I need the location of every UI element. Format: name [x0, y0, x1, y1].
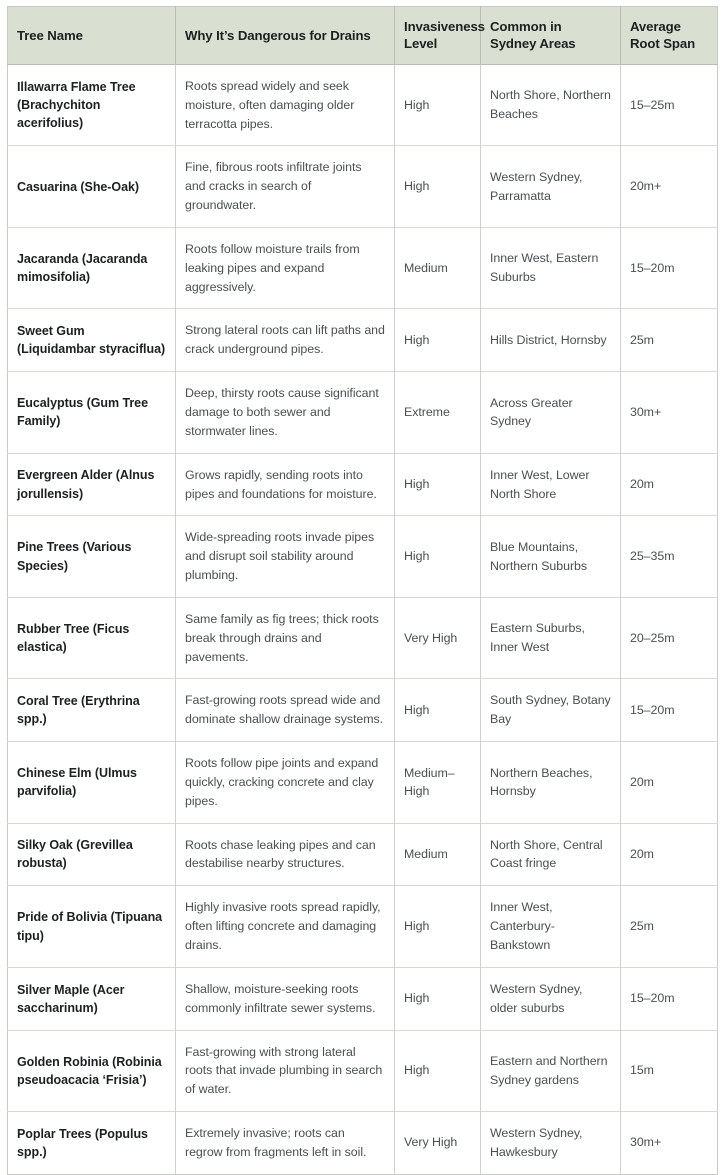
- table-row: [8, 516, 718, 598]
- column-header-danger: Why It’s Dangerous for Drains: [176, 7, 395, 65]
- cell-root-span: 15–20m: [621, 679, 718, 742]
- cell-root-span: 15m: [621, 1030, 718, 1112]
- table-row: [8, 309, 718, 372]
- cell-invasiveness-level: High: [395, 64, 481, 146]
- cell-danger-description: Fast-growing with strong lateral roots that invade plumbing in search of water.: [176, 1030, 395, 1112]
- table-body: [8, 64, 718, 1174]
- cell-tree-name: Pride of Bolivia (Tipuana tipu): [8, 886, 176, 968]
- cell-danger-description: Fast-growing roots spread wide and dominate shallow drainage systems.: [176, 679, 395, 742]
- cell-danger-description: Grows rapidly, sending roots into pipes and foundations for moisture.: [176, 453, 395, 516]
- cell-invasiveness-level: High: [395, 1030, 481, 1112]
- cell-root-span: 20m+: [621, 146, 718, 228]
- cell-invasiveness-level: High: [395, 679, 481, 742]
- cell-invasiveness-level: Medium: [395, 823, 481, 886]
- cell-root-span: 15–25m: [630, 97, 675, 112]
- cell-tree-name: Poplar Trees (Populus spp.): [8, 1112, 176, 1175]
- header-row: [8, 7, 718, 65]
- cell-invasiveness-level: High: [395, 967, 481, 1030]
- cell-sydney-areas: South Sydney, Botany Bay: [481, 679, 621, 742]
- cell-sydney-areas: Across Greater Sydney: [481, 372, 621, 454]
- cell-root-span: 25m: [621, 886, 718, 968]
- table-row: [8, 679, 718, 742]
- table-row: [8, 1112, 718, 1175]
- tree-drain-risk-table: [7, 6, 718, 1175]
- column-header-root-span: Average Root Span: [621, 7, 718, 65]
- cell-root-span: 30m+: [621, 1112, 718, 1175]
- cell-danger-description: Roots spread widely and seek moisture, often damaging older terracotta pipes.: [176, 64, 395, 146]
- table-header: [8, 7, 718, 65]
- cell-danger-description: Roots follow pipe joints and expand quickly, cracking concrete and clay pipes.: [176, 742, 395, 824]
- cell-sydney-areas: North Shore, Central Coast fringe: [481, 823, 621, 886]
- table-row: [8, 372, 718, 454]
- cell-sydney-areas: Inner West, Canterbury-Bankstown: [481, 886, 621, 968]
- cell-root-span: 20m: [621, 742, 718, 824]
- column-header-tree-name: Tree Name: [8, 7, 176, 65]
- cell-tree-name: Jacaranda (Jacaranda mimosifolia): [8, 227, 176, 309]
- table-row: [8, 1030, 718, 1112]
- cell-tree-name: Pine Trees (Various Species): [8, 516, 176, 598]
- cell-sydney-areas: Eastern and Northern Sydney gardens: [481, 1030, 621, 1112]
- cell-root-span: 20m: [621, 453, 718, 516]
- cell-tree-name: Illawarra Flame Tree (Brachychiton acerifolius): [8, 64, 176, 146]
- cell-invasiveness-level: Medium: [395, 227, 481, 309]
- table-row: [8, 146, 718, 228]
- cell-sydney-areas: Hills District, Hornsby: [481, 309, 621, 372]
- cell-tree-name: Casuarina (She-Oak): [8, 146, 176, 228]
- cell-danger-description: Wide-spreading roots invade pipes and disrupt soil stability around plumbing.: [176, 516, 395, 598]
- column-header-areas: Common in Sydney Areas: [481, 7, 621, 65]
- cell-sydney-areas: Western Sydney, Parramatta: [481, 146, 621, 228]
- cell-tree-name: Coral Tree (Erythrina spp.): [8, 679, 176, 742]
- cell-sydney-areas: Inner West, Eastern Suburbs: [481, 227, 621, 309]
- cell-danger-description: Roots follow moisture trails from leaking pipes and expand aggressively.: [176, 227, 395, 309]
- cell-root-span: 20–25m: [621, 597, 718, 679]
- table-row: [8, 967, 718, 1030]
- column-header-invasiveness: Invasiveness Level: [395, 7, 481, 65]
- cell-sydney-areas: Eastern Suburbs, Inner West: [481, 597, 621, 679]
- cell-danger-description: Same family as fig trees; thick roots break through drains and pavements.: [176, 597, 395, 679]
- table-row: [8, 64, 718, 146]
- cell-root-span: 25m: [621, 309, 718, 372]
- cell-root-span: 15–20m: [621, 967, 718, 1030]
- table-row: [8, 886, 718, 968]
- cell-root-span: 15–20m: [621, 227, 718, 309]
- cell-sydney-areas: Inner West, Lower North Shore: [481, 453, 621, 516]
- cell-invasiveness-level: High: [395, 886, 481, 968]
- cell-invasiveness-level: High: [395, 309, 481, 372]
- cell-danger-description: Fine, fibrous roots infiltrate joints and cracks in search of groundwater.: [176, 146, 395, 228]
- cell-invasiveness-level: High: [395, 516, 481, 598]
- cell-danger-description: Highly invasive roots spread rapidly, often lifting concrete and damaging drains.: [176, 886, 395, 968]
- cell-sydney-areas: Western Sydney, older suburbs: [481, 967, 621, 1030]
- cell-tree-name: Sweet Gum (Liquidambar styraciflua): [8, 309, 176, 372]
- cell-tree-name: Rubber Tree (Ficus elastica): [8, 597, 176, 679]
- cell-tree-name: Chinese Elm (Ulmus parvifolia): [8, 742, 176, 824]
- cell-danger-description: Deep, thirsty roots cause significant damage to both sewer and stormwater lines.: [176, 372, 395, 454]
- cell-danger-description: Roots chase leaking pipes and can destabilise nearby structures.: [176, 823, 395, 886]
- cell-root-span: 25–35m: [621, 516, 718, 598]
- cell-tree-name: Golden Robinia (Robinia pseudoacacia ‘Frisia’): [8, 1030, 176, 1112]
- cell-invasiveness-level: Very High: [395, 1112, 481, 1175]
- table-row: [8, 823, 718, 886]
- cell-invasiveness-level: Extreme: [395, 372, 481, 454]
- table-row: [8, 227, 718, 309]
- cell-sydney-areas: North Shore, Northern Beaches: [481, 64, 621, 146]
- cell-tree-name: Silky Oak (Grevillea robusta): [8, 823, 176, 886]
- cell-tree-name: Evergreen Alder (Alnus jorullensis): [8, 453, 176, 516]
- cell-danger-description: Shallow, moisture-seeking roots commonly infiltrate sewer systems.: [176, 967, 395, 1030]
- cell-tree-name: Eucalyptus (Gum Tree Family): [8, 372, 176, 454]
- cell-invasiveness-level: Medium–High: [395, 742, 481, 824]
- cell-sydney-areas: Western Sydney, Hawkesbury: [481, 1112, 621, 1175]
- cell-root-span: 30m+: [621, 372, 718, 454]
- table-row: [8, 742, 718, 824]
- cell-danger-description: Strong lateral roots can lift paths and crack underground pipes.: [176, 309, 395, 372]
- cell-invasiveness-level: High: [395, 146, 481, 228]
- table-row: [8, 597, 718, 679]
- cell-invasiveness-level: Very High: [395, 597, 481, 679]
- cell-root-span: 20m: [621, 823, 718, 886]
- cell-sydney-areas: Northern Beaches, Hornsby: [481, 742, 621, 824]
- cell-sydney-areas: Blue Mountains, Northern Suburbs: [481, 516, 621, 598]
- cell-invasiveness-level: High: [395, 453, 481, 516]
- table-row: [8, 453, 718, 516]
- cell-tree-name: Silver Maple (Acer saccharinum): [8, 967, 176, 1030]
- cell-danger-description: Extremely invasive; roots can regrow from fragments left in soil.: [176, 1112, 395, 1175]
